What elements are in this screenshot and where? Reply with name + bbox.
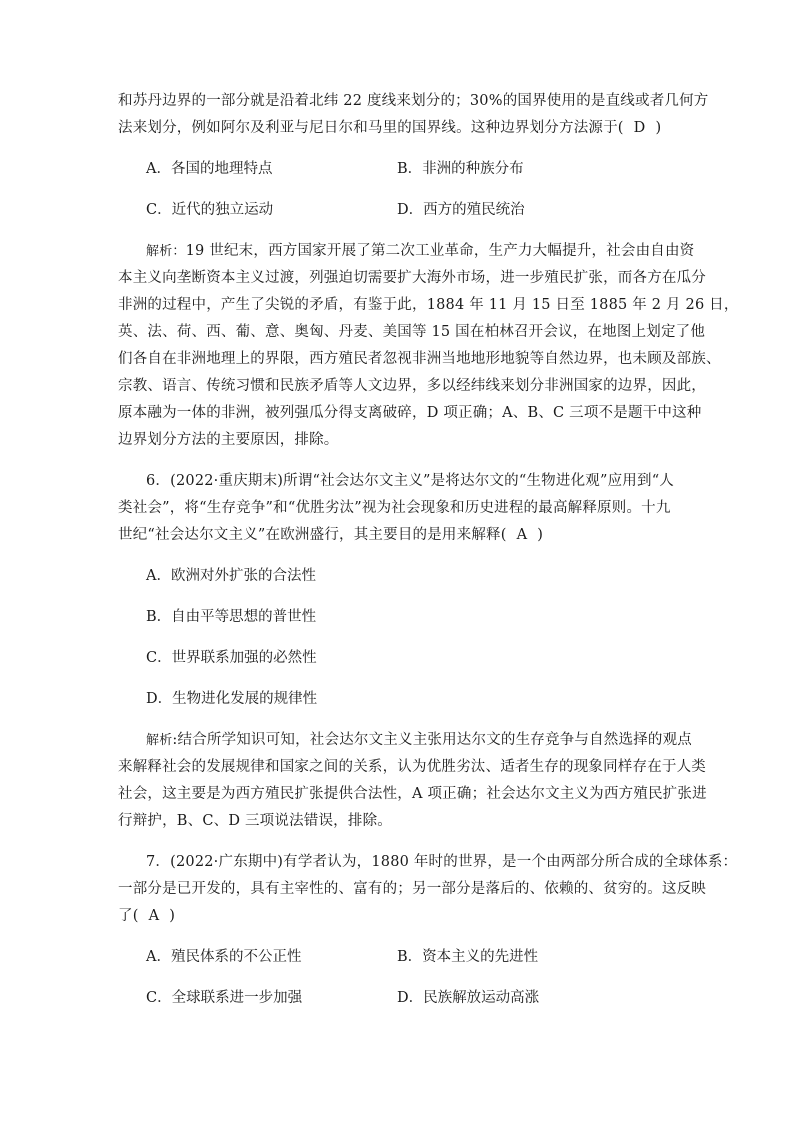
q5-analysis-label: 解析： [146,244,186,259]
q6-answer: A [516,527,528,543]
q5-stem-text: 法来划分，例如阿尔及利亚与尼日尔和马里的国界线。这种边界划分方法源于( [118,120,624,136]
q5-options-row-1 [118,156,678,183]
q7-option-b: B．资本主义的先进性 [397,949,539,965]
q5-analysis-line: 们各自在非洲地理上的界限，西方殖民者忽视非洲当地地形地貌等自然边界，也未顾及部族、 [118,351,721,367]
q6-option-b: B．自由平等思想的普世性 [146,609,317,625]
q5-analysis-line: 非洲的过程中，产生了尖锐的矛盾，有鉴于此，1884 年 11 月 15 日至 1885 年 2 月 26 日， [118,297,739,313]
q6-option-a: A．欧洲对外扩张的合法性 [146,568,316,584]
q6-stem-line-1: 6．(2022·重庆期末)所谓“社会达尔文主义”是将达尔文的“生物进化观”应用到“人 [146,473,675,489]
q7-options-row-1 [118,944,678,971]
q5-stem-line-2 [118,115,678,142]
q7-answer: A [148,908,160,924]
q5-analysis-line: 本主义向垄断资本主义过渡，列强迫切需要扩大海外市场，进一步殖民扩张，而各方在瓜分 [118,270,706,286]
q7-option-d: D．民族解放运动高涨 [397,990,540,1006]
q5-analysis-line: 边界划分方法的主要原因，排除。 [118,432,339,448]
q6-analysis-line: 来解释社会的发展规律和国家之间的关系，认为优胜劣汰、适者生存的现象同样存在于人类 [118,759,706,775]
q7-stem-close: ) [169,908,176,924]
q5-analysis-text: 19 世纪末，西方国家开展了第二次工业革命，生产力大幅提升，社会由自由资 [185,243,695,259]
q7-stem-text: 了( [118,908,139,924]
q6-stem-line-3 [118,522,678,549]
q7-stem-line-3 [118,903,678,930]
q6-analysis-line: 社会，这主要是为西方殖民扩张提供合法性，A 项正确；社会达尔文主义为西方殖民扩张进 [118,786,707,802]
q7-option-c: C．全球联系进一步加强 [146,990,303,1006]
question-5 [118,88,739,454]
q5-analysis-line [118,238,695,265]
q5-option-c: C．近代的独立运动 [146,202,274,218]
q7-options-row-2 [118,985,678,1012]
q5-option-b: B．非洲的种族分布 [397,161,524,177]
q5-analysis-line: 宗教、语言、传统习惯和民族矛盾等人文边界，多以经纬线来划分非洲国家的边界，因此， [118,378,706,394]
q6-analysis-line [118,727,692,754]
q5-options-row-2 [118,197,678,224]
q5-option-d: D．西方的殖民统治 [397,202,525,218]
q7-stem-line-2: 一部分是已开发的，具有主宰性的、富有的；另一部分是落后的、依赖的、贫穷的。这反映 [118,881,706,897]
q7-stem-line-1: 7．(2022·广东期中)有学者认为，1880 年时的世界，是一个由两部分所合成的全球体系： [146,854,738,870]
q6-option-d: D．生物进化发展的规律性 [146,691,318,707]
q5-stem-line-1: 和苏丹边界的一部分就是沿着北纬 22 度线来划分的；30%的国界使用的是直线或者几何方 [118,93,709,109]
q5-stem-close: ) [655,120,662,136]
q5-answer: D [633,120,646,136]
q7-option-a: A．殖民体系的不公正性 [146,949,302,965]
q5-analysis [118,238,739,454]
q6-stem-line-2: 类社会”，将“生存竞争”和“优胜劣汰”视为社会现象和历史进程的最高解释原则。十九 [118,500,671,516]
q6-analysis-line: 行辩护，B、C、D 三项说法错误，排除。 [118,813,392,829]
q6-analysis-label: 解析 [146,733,173,748]
q5-analysis-line: 原本融为一体的非洲，被列强瓜分得支离破碎，D 项正确；A、B、C 三项不是题干中这种 [118,405,702,421]
q6-option-c: C．世界联系加强的必然性 [146,650,317,666]
q5-option-a: A．各国的地理特点 [146,161,273,177]
q6-stem-text: 世纪“社会达尔文主义”在欧洲盛行，其主要目的是用来解释( [118,527,507,543]
q5-analysis-line: 英、法、荷、西、葡、意、奥匈、丹麦、美国等 15 国在柏林召开会议，在地图上划定了他 [118,324,706,340]
q6-analysis-text: :结合所学知识可知，社会达尔文主义主张用达尔文的生存竞争与自然选择的观点 [172,732,692,748]
document-page [118,88,739,1012]
question-6 [118,468,707,835]
q6-stem-close: ) [537,527,544,543]
question-7 [118,849,738,1012]
q6-analysis [118,727,707,835]
